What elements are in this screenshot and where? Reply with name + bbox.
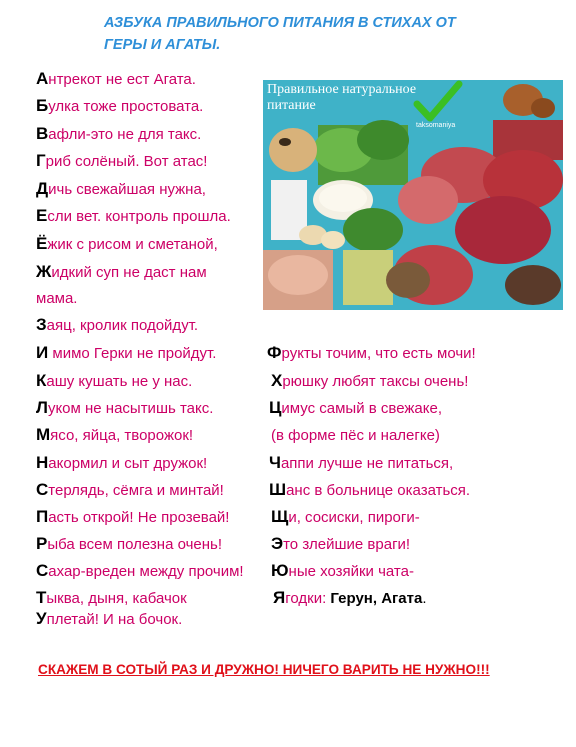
- line-text: имус самый в свежаке,: [281, 400, 442, 417]
- poem-line: [36, 289, 77, 308]
- line-text: риб солёный. Вот атас!: [45, 153, 208, 170]
- poem-line: [36, 316, 198, 335]
- line-text: мама.: [36, 290, 78, 307]
- poem-line: [36, 372, 192, 391]
- line-text: (в форме пёс и налегке): [271, 427, 440, 444]
- line-text: ичь свежайшая нужна,: [48, 181, 206, 198]
- line-text: аппи лучше не питаться,: [280, 455, 454, 472]
- line-text: анс в больнице оказаться.: [286, 482, 471, 499]
- caption-line-2: питание: [267, 98, 316, 113]
- line-text: годки:: [285, 590, 331, 607]
- line-text: ахар-вреден между прочим!: [48, 563, 244, 580]
- poem-line: [269, 481, 470, 500]
- food-collage-image: [263, 80, 563, 310]
- line-text: сли вет. контроль прошла.: [47, 208, 231, 225]
- line-text: плетай! И на бочок.: [46, 611, 183, 628]
- first-letter: Ч: [269, 453, 281, 472]
- line-text: ные хозяйки чата-: [288, 563, 414, 580]
- first-letter: В: [36, 124, 49, 143]
- first-letter: Г: [36, 151, 46, 170]
- authors-names: Герун, Агата: [330, 590, 423, 607]
- poem-line: [36, 610, 182, 629]
- first-letter: К: [36, 371, 47, 390]
- poem-line: [36, 399, 213, 418]
- poem-line: [269, 399, 442, 418]
- first-letter: Б: [36, 96, 49, 115]
- first-letter: Х: [271, 371, 283, 390]
- caption-line-1: Правильное натуральное: [267, 82, 417, 97]
- first-letter: Т: [36, 588, 47, 607]
- line-text: жик с рисом и сметаной,: [47, 236, 218, 253]
- watermark: taksomaniya: [416, 122, 456, 129]
- first-letter: Л: [36, 398, 48, 417]
- first-letter: Ё: [36, 234, 48, 253]
- poem-line: [36, 481, 224, 500]
- title-line-2: ГЕРЫ И АГАТЫ.: [104, 37, 221, 53]
- checkmark-icon: [413, 80, 463, 122]
- poem-line: [36, 235, 218, 254]
- first-letter: Д: [36, 179, 49, 198]
- first-letter: Ж: [36, 262, 52, 281]
- line-text: аяц, кролик подойдут.: [46, 317, 199, 334]
- line-text: акормил и сыт дружок!: [48, 455, 208, 472]
- first-letter: С: [36, 561, 49, 580]
- line-text: ыква, дыня, кабачок: [46, 590, 187, 607]
- line-text: улка тоже простовата.: [48, 98, 204, 115]
- line-text: и, сосиски, пироги-: [288, 509, 420, 526]
- line-text: ыба всем полезна очень!: [47, 536, 223, 553]
- footer-slogan: СКАЖЕМ В СОТЫЙ РАЗ И ДРУЖНО! НИЧЕГО ВАРИТЬ НЕ НУЖНО!!!: [38, 662, 490, 677]
- photo-caption: [267, 82, 416, 114]
- first-letter: И: [36, 343, 49, 362]
- line-text: ашу кушать не у нас.: [46, 373, 193, 390]
- first-letter: А: [36, 69, 49, 88]
- poem-line: [36, 454, 207, 473]
- poem-line: [36, 344, 216, 363]
- first-letter: Ф: [267, 343, 282, 362]
- poem-line: [271, 535, 410, 554]
- page-title: [104, 12, 504, 56]
- first-letter: Я: [273, 588, 286, 607]
- poem-line: [36, 562, 244, 581]
- first-letter: Е: [36, 206, 48, 225]
- first-letter: Э: [271, 534, 284, 553]
- poem-line: [269, 454, 453, 473]
- first-letter: П: [36, 507, 49, 526]
- line-text: асть открой! Не прозевай!: [48, 509, 230, 526]
- title-line-1: АЗБУКА ПРАВИЛЬНОГО ПИТАНИЯ В СТИХАХ ОТ: [104, 15, 456, 31]
- line-text: нтрекот не ест Агата.: [48, 71, 196, 88]
- poem-line: [36, 263, 207, 282]
- poem-line: [36, 426, 193, 445]
- poem-line: [36, 125, 201, 144]
- first-letter: У: [36, 609, 47, 628]
- poem-line: [36, 152, 207, 171]
- line-text: афли-это не для такс.: [48, 126, 202, 143]
- line-text: уком не насытишь такс.: [47, 400, 214, 417]
- poem-line: [36, 180, 206, 199]
- first-letter: С: [36, 480, 49, 499]
- line-text: терлядь, сёмга и минтай!: [48, 482, 224, 499]
- first-letter: Ю: [271, 561, 289, 580]
- poem-line: [36, 535, 222, 554]
- poem-line: [273, 589, 426, 608]
- line-text: рюшку любят таксы очень!: [282, 373, 469, 390]
- poem-line: [36, 97, 203, 116]
- first-letter: З: [36, 315, 47, 334]
- first-letter: Ш: [269, 480, 287, 499]
- line-text: идкий суп не даст нам: [51, 264, 207, 281]
- first-letter: Н: [36, 453, 49, 472]
- poem-line: [36, 207, 231, 226]
- poem-line: [36, 508, 229, 527]
- first-letter: Р: [36, 534, 48, 553]
- first-letter: Ц: [269, 398, 282, 417]
- first-letter: М: [36, 425, 51, 444]
- first-letter: Щ: [271, 507, 289, 526]
- poem-line: [36, 70, 196, 89]
- poem-line: [271, 372, 468, 391]
- line-text: то злейшие враги!: [283, 536, 411, 553]
- line-text: ясо, яйца, творожок!: [50, 427, 194, 444]
- line-text: рукты точим, что есть мочи!: [281, 345, 476, 362]
- poem-line: [36, 589, 187, 608]
- line-text: мимо Герки не пройдут.: [48, 345, 217, 362]
- line-end: .: [422, 590, 427, 607]
- poem-line: [271, 508, 420, 527]
- poem-line: [267, 344, 476, 363]
- poem-line: [271, 562, 414, 581]
- poem-line: [271, 426, 440, 445]
